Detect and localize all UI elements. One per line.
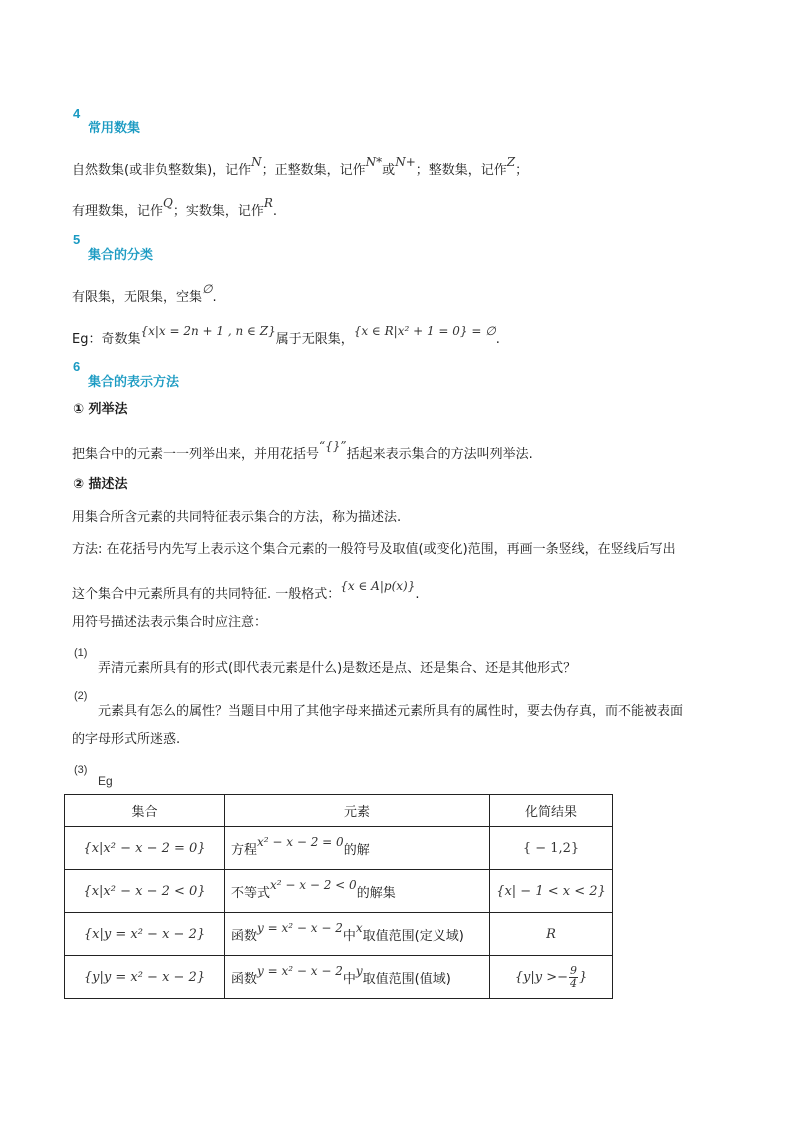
table-row [65,827,613,870]
text: 函数 [231,928,258,944]
example-infinite-set-line [72,324,500,347]
table-header-row [65,795,613,827]
text: Eg：奇数集 [72,332,141,347]
table-cell-result [490,956,613,999]
math-N-star: N* [365,155,383,169]
table-row [65,956,613,999]
fraction-denominator: 4 [569,976,577,990]
text: 括起来表示集合的方法叫列举法. [346,447,533,462]
note-1-text: 弄清元素所具有的形式(即代表元素是什么)是数还是点、还是集合、还是其他形式？ [98,661,577,676]
text: 的解 [343,842,370,858]
sets-example-table [64,794,613,999]
table-header-result: 化简结果 [490,795,613,827]
math-braces: “{}” [319,439,347,453]
text: ；整数集，记作 [415,163,507,178]
text: 有理数集，记作 [72,204,164,219]
heading-description-method: ② 描述法 [73,477,128,492]
text: 自然数集(或非负整数集)，记作 [72,163,252,178]
math-expression: x² − x − 2 < 0 [270,877,357,892]
section-5-number: 5 [73,232,81,247]
math-Z: Z [506,155,516,169]
section-6-number: 6 [73,359,81,374]
table-cell-set: {x|y = x² − x − 2} [65,913,225,956]
fraction-numerator: 9 [569,963,577,977]
table-cell-element [225,956,490,999]
text: 中 [342,928,356,944]
section-4-title: 常用数集 [88,121,141,136]
text: . [415,587,420,602]
section-6-title: 集合的表示方法 [88,375,180,390]
section-5-title: 集合的分类 [88,248,154,263]
text: . [212,290,217,305]
math-R: R [263,196,273,210]
section-4-number: 4 [73,106,81,121]
table-header-element: 元素 [225,795,490,827]
math-expression: x² − x − 2 = 0 [257,834,344,849]
text: ；正整数集，记作 [261,163,366,178]
table-cell-element [225,913,490,956]
method-explanation-line-2 [72,579,420,602]
text: 方程 [231,842,258,858]
math-expression: y = x² − x − 2 [257,920,343,935]
table-cell-result: {x| − 1 < x < 2} [490,870,613,913]
fraction [569,965,578,990]
result-prefix: {y|y >− [514,969,568,985]
text: 或 [382,163,396,178]
table-header-set: 集合 [65,795,225,827]
math-variable: y [355,963,363,978]
table-cell-set: {x|x² − x − 2 < 0} [65,870,225,913]
set-classification-line [72,282,217,305]
text: ； [515,163,529,178]
note-3-text: Eg [98,774,113,788]
number-sets-line-2 [72,196,278,219]
method-explanation-line-1: 方法: 在花括号内先写上表示这个集合元素的一般符号及取值(或变化)范围，再画一条竖线，在竖线后写出 [72,542,676,557]
text: . [272,204,278,219]
math-N-plus: N+ [395,155,416,169]
table-cell-element [225,870,490,913]
note-2-label: (2) [74,690,88,702]
table-cell-set: {y|y = x² − x − 2} [65,956,225,999]
math-general-form: {x ∈ A|p(x)} [340,579,416,593]
table-cell-set: {x|x² − x − 2 = 0} [65,827,225,870]
text: 属于无限集， [275,332,354,347]
text: . [495,332,500,347]
text: ；实数集，记作 [172,204,264,219]
text: 取值范围(值域) [362,971,451,987]
result-suffix: } [578,969,588,985]
description-method-text: 用集合所含元素的共同特征表示集合的方法，称为描述法. [72,510,402,525]
enumeration-description [72,439,533,462]
text: 有限集，无限集，空集 [72,290,203,305]
note-1-label: (1) [74,647,88,659]
math-empty-example: {x ∈ R|x² + 1 = 0} = ∅ [353,324,496,338]
text: 取值范围(定义域) [362,928,464,944]
text: 不等式 [231,885,271,901]
heading-enumeration-method: ① 列举法 [73,402,128,417]
text: 函数 [231,971,258,987]
math-N: N [251,155,262,169]
text: 的解集 [356,885,396,901]
table-cell-result: { − 1,2} [490,827,613,870]
table-cell-result: R [490,913,613,956]
number-sets-line-1 [72,155,529,178]
math-variable: x [355,920,363,935]
notes-intro: 用符号描述法表示集合时应注意： [72,615,268,630]
text: 把集合中的元素一一列举出来，并用花括号 [72,447,320,462]
text: 中 [342,971,356,987]
note-2-text-line-1: 元素具有怎么的属性？当题目中用了其他字母来描述元素所具有的属性时，要去伪存真，而不能被表面 [98,704,684,719]
math-expression: y = x² − x − 2 [257,963,343,978]
table-row [65,913,613,956]
math-empty-set: ∅ [202,282,213,296]
math-odd-set: {x|x = 2n + 1 , n ∈ Z} [140,324,276,338]
math-Q: Q [163,196,173,210]
note-3-label: (3) [74,764,88,776]
table-cell-element [225,827,490,870]
note-2-text-line-2: 的字母形式所迷惑. [72,732,181,747]
text: 这个集合中元素所具有的共同特征. 一般格式： [72,587,341,602]
table-row [65,870,613,913]
